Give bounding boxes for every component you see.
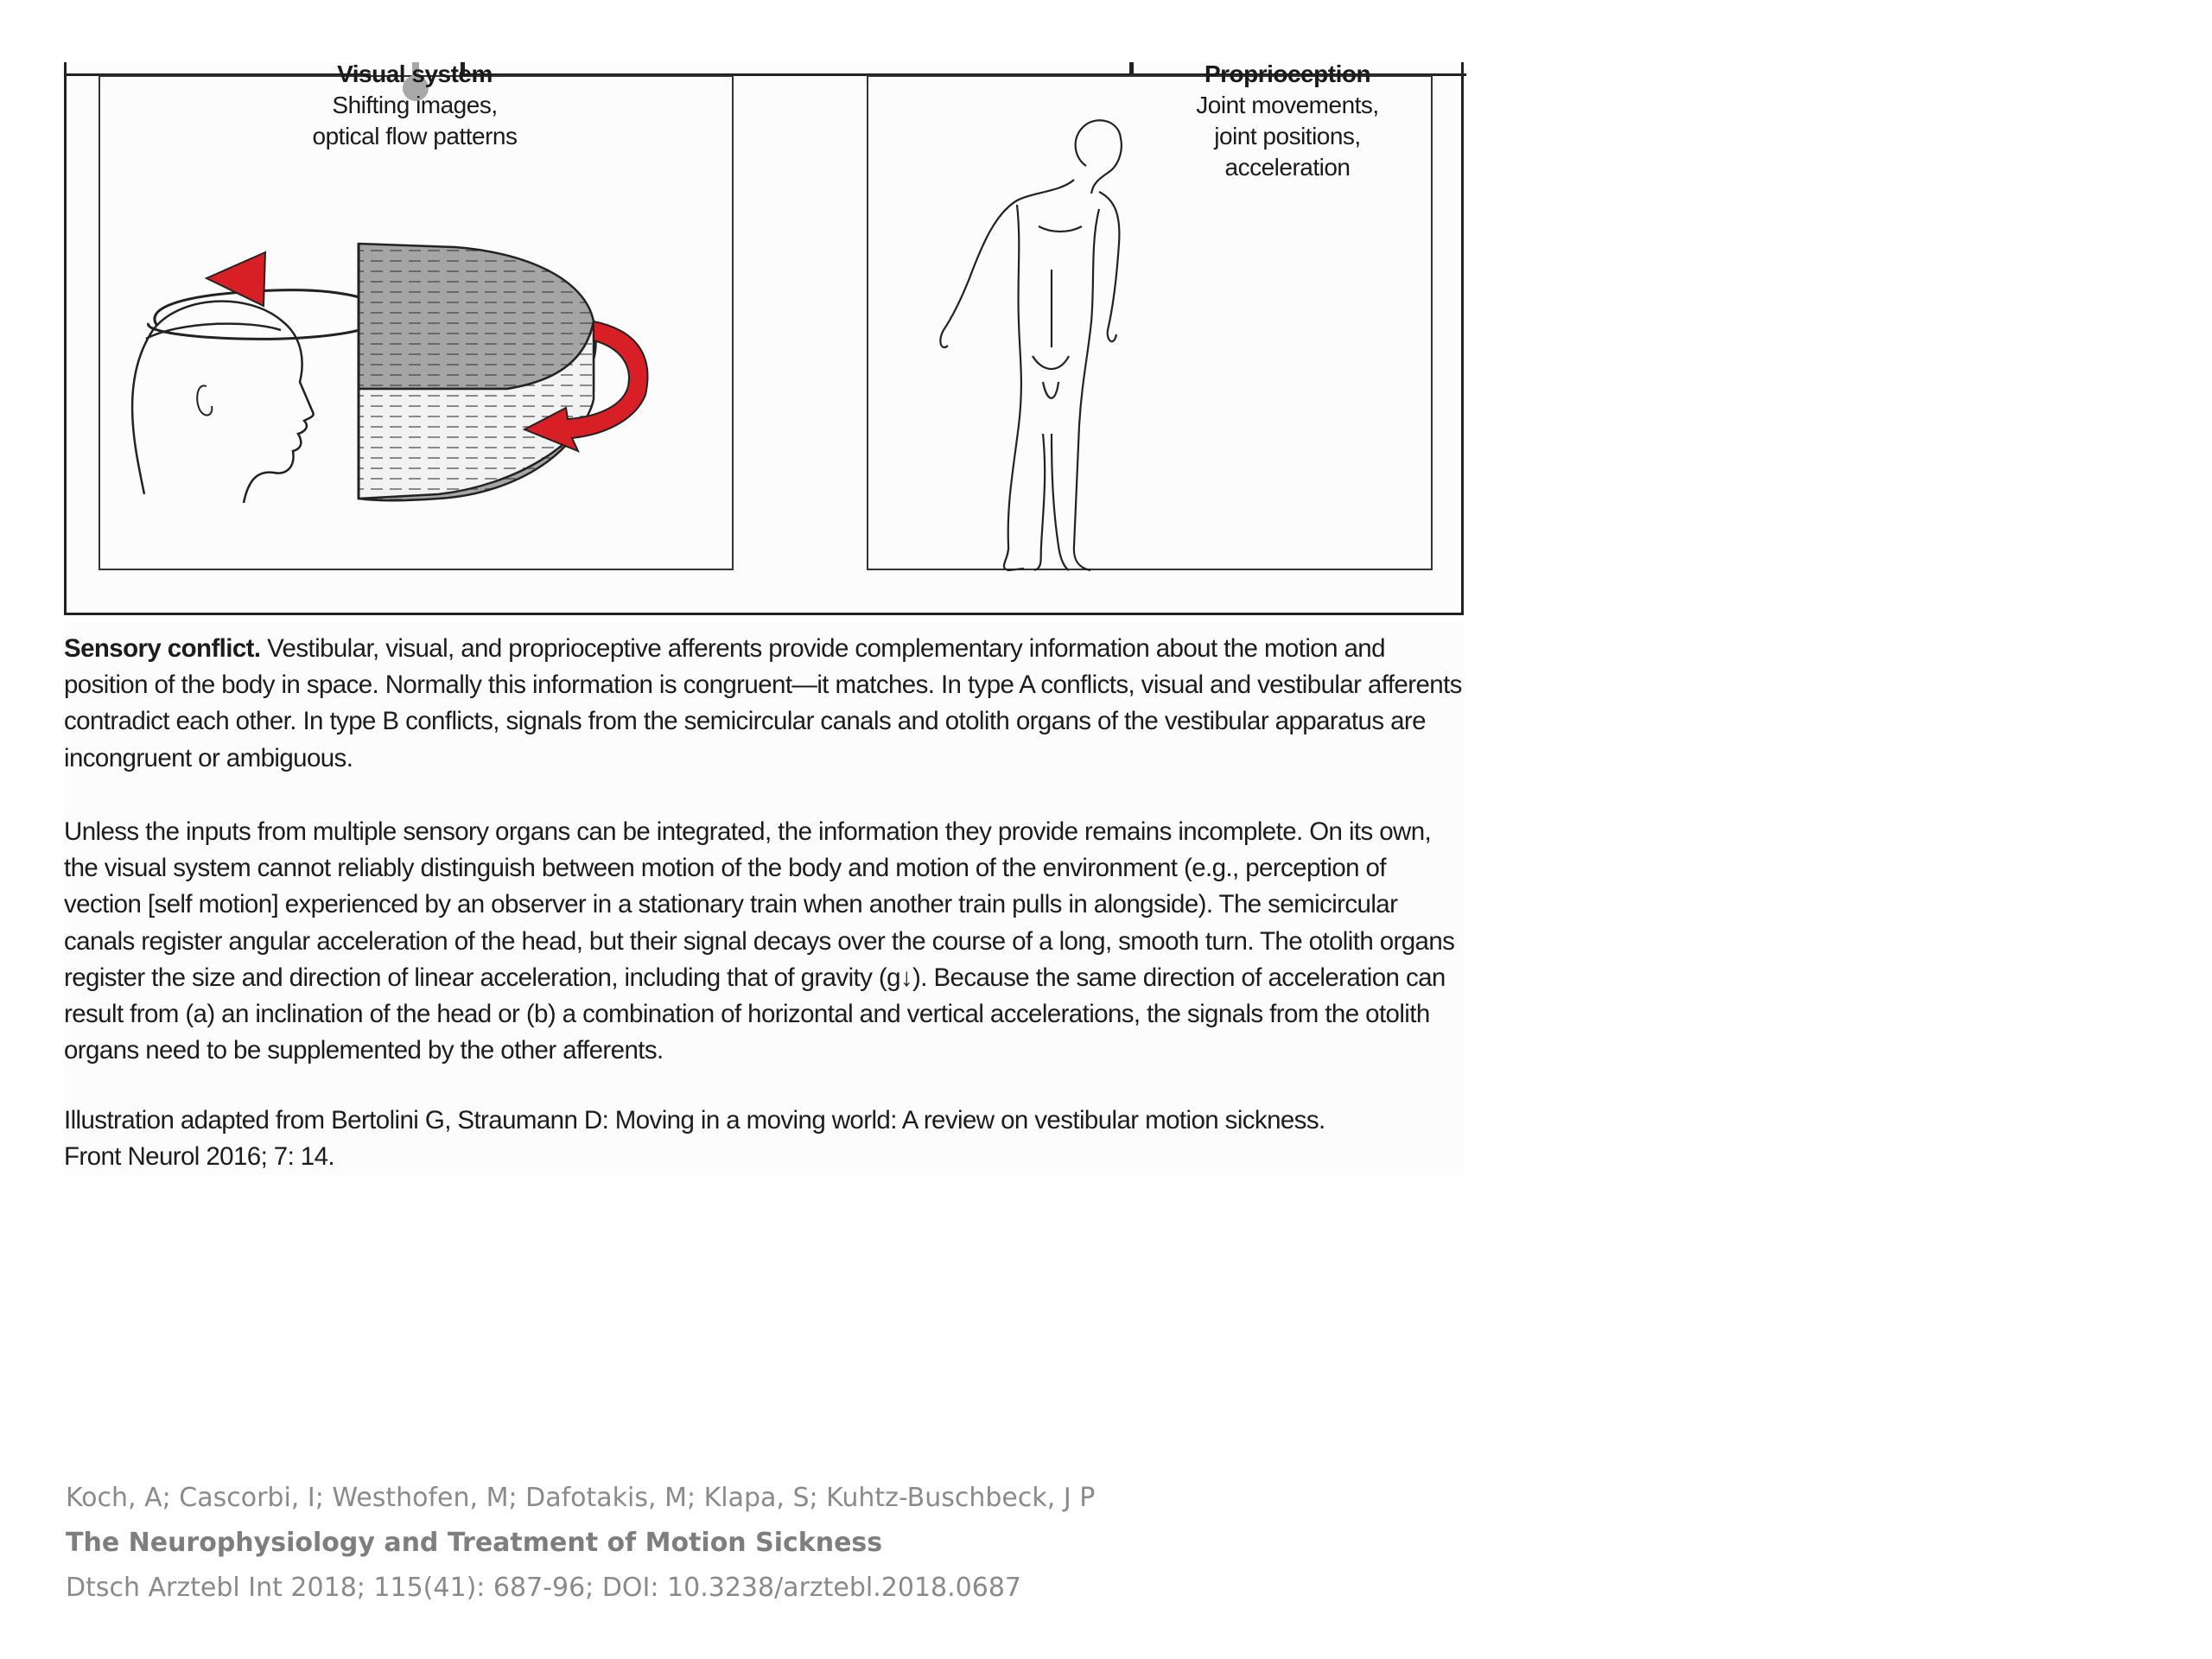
figure-caption-text	[64, 622, 1464, 1175]
citation-authors: Koch, A; Cascorbi, I; Westhofen, M; Dafotakis, M; Klapa, S; Kuhtz-Buschbeck, J P	[66, 1483, 1096, 1513]
visual-system-caption	[207, 59, 622, 152]
caption-p1-text: Vestibular, visual, and proprioceptive afferents provide complementary information about the motion and position of the body in space. Normally this information is congruent—it matches. In type A conflicts, visual and vestibular afferents contradict each other. In type B conflicts, signals from the semicircular canals and otolith organs of the vestibular apparatus are incongruent or ambiguous.	[64, 634, 1462, 772]
caption-paragraph-1	[64, 631, 1464, 777]
article-citation	[66, 1476, 1275, 1611]
optical-flow-drum	[352, 235, 715, 520]
citation-title: The Neurophysiology and Treatment of Motion Sickness	[66, 1528, 883, 1558]
visual-system-line-1: Shifting images,	[332, 92, 498, 118]
source-line-2: Front Neurol 2016; 7: 14.	[64, 1142, 334, 1172]
proprioception-line-3: acceleration	[1224, 154, 1351, 181]
citation-source: Dtsch Arztebl Int 2018; 115(41): 687-96; DOI: 10.3238/arztebl.2018.0687	[66, 1573, 1022, 1603]
proprioception-line-2: joint positions,	[1214, 123, 1361, 149]
caption-paragraph-3	[64, 1103, 1464, 1175]
proprioception-title: Proprioception	[1204, 60, 1371, 87]
source-line-1: Illustration adapted from Bertolini G, Straumann D: Moving in a moving world: A review on vestibular motion sickness.	[64, 1106, 1325, 1135]
proprioception-caption	[1115, 59, 1460, 183]
proprioception-line-1: Joint movements,	[1196, 92, 1379, 118]
visual-system-title: Visual system	[337, 60, 493, 87]
visual-system-line-2: optical flow patterns	[312, 123, 518, 149]
caption-lead: Sensory conflict.	[64, 634, 261, 663]
caption-paragraph-2: Unless the inputs from multiple sensory organs can be integrated, the information they provide remains incomplete. On its own, the visual system cannot reliably distinguish between motion of the body and motion of the environment (e.g., perception of vection [self motion] experienced by an observer in a stationary train when another train pulls in alongside). The semicircular canals register angular acceleration of the head, but their signal decays over the course of a long, smooth turn. The otolith organs register the size and direction of linear acceleration, including that of gravity (g↓). Because the same direction of acceleration can result from (a) an inclination of the head or (b) a combination of horizontal and vertical accelerations, the signals from the otolith organs need to be supplemented by the other afferents.	[64, 817, 1455, 1065]
